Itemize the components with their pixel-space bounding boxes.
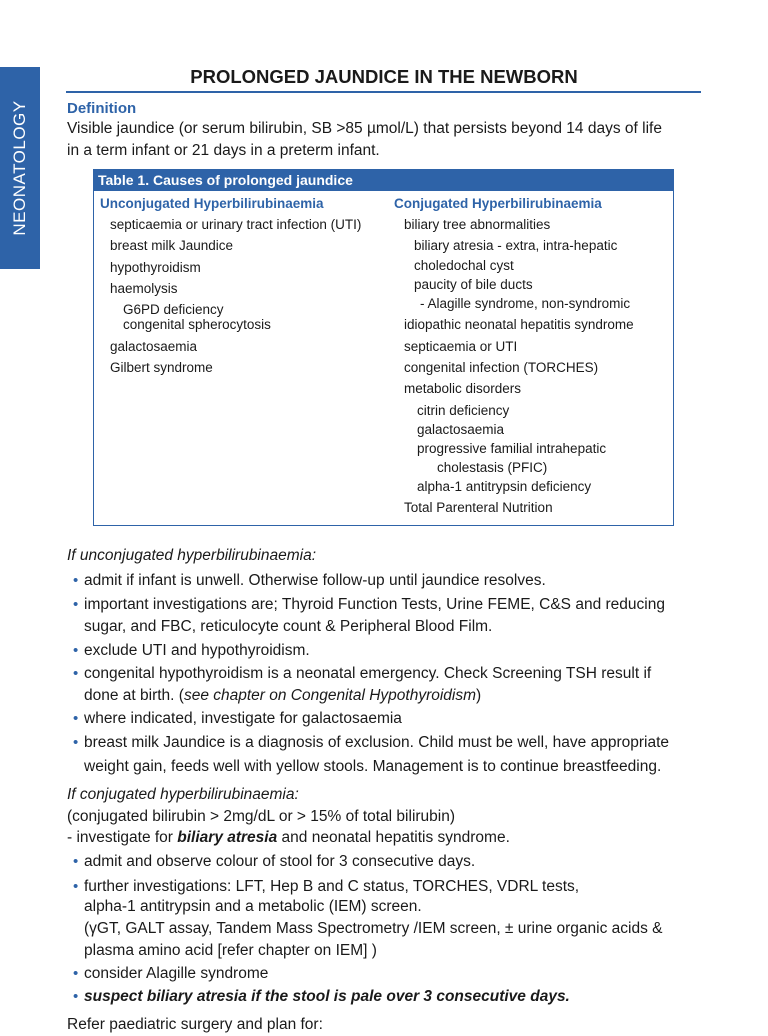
- right-item: paucity of bile ducts: [414, 277, 533, 292]
- left-item: congenital spherocytosis: [123, 317, 271, 332]
- page-title: PROLONGED JAUNDICE IN THE NEWBORN: [190, 66, 578, 87]
- right-item: congenital infection (TORCHES): [404, 360, 599, 375]
- unconjugated-bullet: exclude UTI and hypothyroidism.: [84, 642, 310, 659]
- bullet-icon: •: [73, 965, 79, 982]
- right-item: biliary tree abnormalities: [404, 217, 551, 232]
- left-item: galactosaemia: [110, 339, 198, 354]
- section-side-tab-label: NEONATOLOGY: [10, 100, 29, 236]
- bullet-icon: •: [73, 642, 79, 659]
- causes-table: [93, 169, 674, 526]
- bullet-icon: •: [73, 988, 79, 1005]
- title-divider: [66, 91, 701, 93]
- right-item: citrin deficiency: [417, 403, 510, 418]
- right-item: galactosaemia: [417, 422, 505, 437]
- chapter-reference: see chapter on Congenital Hypothyroidism: [183, 687, 477, 704]
- bullet-icon: •: [73, 710, 79, 727]
- unconjugated-bullet: admit if infant is unwell. Otherwise follow-up until jaundice resolves.: [84, 572, 546, 589]
- right-item: progressive familial intrahepatic: [417, 441, 607, 456]
- right-item: cholestasis (PFIC): [437, 460, 548, 475]
- unconjugated-bullet: breast milk Jaundice is a diagnosis of exclusion. Child must be well, have appropriate: [84, 734, 669, 751]
- left-item: Gilbert syndrome: [110, 360, 213, 375]
- conjugated-bullet: consider Alagille syndrome: [84, 965, 269, 982]
- unconjugated-bullet: important investigations are; Thyroid Function Tests, Urine FEME, C&S and reducing: [84, 596, 665, 613]
- conjugated-investigate: [67, 827, 510, 849]
- conjugated-bullet-cont: plasma amino acid [refer chapter on IEM] ): [84, 942, 377, 959]
- left-item: G6PD deficiency: [123, 302, 224, 317]
- right-item: choledochal cyst: [414, 258, 514, 273]
- unconjugated-bullet-cont: [84, 685, 481, 707]
- right-item: Total Parenteral Nutrition: [404, 500, 553, 515]
- unconjugated-bullet-cont: weight gain, feeds well with yellow stools. Management is to continue breastfeeding.: [84, 758, 662, 775]
- left-item: septicaemia or urinary tract infection (UTI): [110, 217, 362, 232]
- conjugated-criteria: (conjugated bilirubin > 2mg/dL or > 15% of total bilirubin): [67, 808, 456, 825]
- left-item: haemolysis: [110, 281, 178, 296]
- right-item: metabolic disorders: [404, 381, 522, 396]
- right-item: idiopathic neonatal hepatitis syndrome: [404, 317, 634, 332]
- bullet-icon: •: [73, 878, 79, 895]
- section-side-tab: [0, 67, 40, 269]
- bullet-icon: •: [73, 853, 79, 870]
- bullet-icon: •: [73, 734, 79, 751]
- left-item: breast milk Jaundice: [110, 238, 234, 253]
- conjugated-bullet-cont: (γGT, GALT assay, Tandem Mass Spectrometry /IEM screen, ± urine organic acids &: [84, 920, 663, 937]
- bullet-text: - investigate for: [67, 829, 178, 846]
- right-item: alpha-1 antitrypsin deficiency: [417, 479, 592, 494]
- bullet-text: and neonatal hepatitis syndrome.: [277, 829, 510, 846]
- right-column-heading: Conjugated Hyperbilirubinaemia: [394, 196, 602, 211]
- bullet-icon: •: [73, 665, 79, 682]
- bullet-icon: •: [73, 572, 79, 589]
- left-item: hypothyroidism: [110, 260, 201, 275]
- emphasis-biliary-atresia: biliary atresia: [177, 829, 278, 846]
- footer-partial-line: Refer paediatric surgery and plan for:: [67, 1016, 323, 1033]
- unconjugated-heading: If unconjugated hyperbilirubinaemia:: [67, 547, 317, 564]
- right-item: - Alagille syndrome, non-syndromic: [420, 296, 631, 311]
- definition-heading: Definition: [67, 100, 137, 117]
- conjugated-heading: If conjugated hyperbilirubinaemia:: [67, 786, 299, 803]
- bullet-text: done at birth. (: [84, 687, 184, 704]
- conjugated-bullet: further investigations: LFT, Hep B and C status, TORCHES, VDRL tests,: [84, 878, 580, 895]
- left-column-heading: Unconjugated Hyperbilirubinaemia: [100, 196, 324, 211]
- conjugated-bullet: admit and observe colour of stool for 3 consecutive days.: [84, 853, 476, 870]
- conjugated-bullet-cont: alpha-1 antitrypsin and a metabolic (IEM) screen.: [84, 898, 422, 915]
- right-item: septicaemia or UTI: [404, 339, 518, 354]
- unconjugated-bullet-cont: sugar, and FBC, reticulocyte count & Peripheral Blood Film.: [84, 618, 493, 635]
- conjugated-bullet-emphasis: suspect biliary atresia if the stool is pale over 3 consecutive days.: [84, 988, 570, 1005]
- definition-line-2: in a term infant or 21 days in a preterm infant.: [67, 142, 380, 159]
- definition-line-1: Visible jaundice (or serum bilirubin, SB >85 µmol/L) that persists beyond 14 days of life: [67, 120, 662, 137]
- unconjugated-bullet: congenital hypothyroidism is a neonatal emergency. Check Screening TSH result if: [84, 665, 652, 682]
- bullet-icon: •: [73, 596, 79, 613]
- table-caption: Table 1. Causes of prolonged jaundice: [94, 170, 673, 191]
- right-item: biliary atresia - extra, intra-hepatic: [414, 238, 618, 253]
- unconjugated-bullet: where indicated, investigate for galactosaemia: [84, 710, 402, 727]
- bullet-text: ): [476, 687, 482, 704]
